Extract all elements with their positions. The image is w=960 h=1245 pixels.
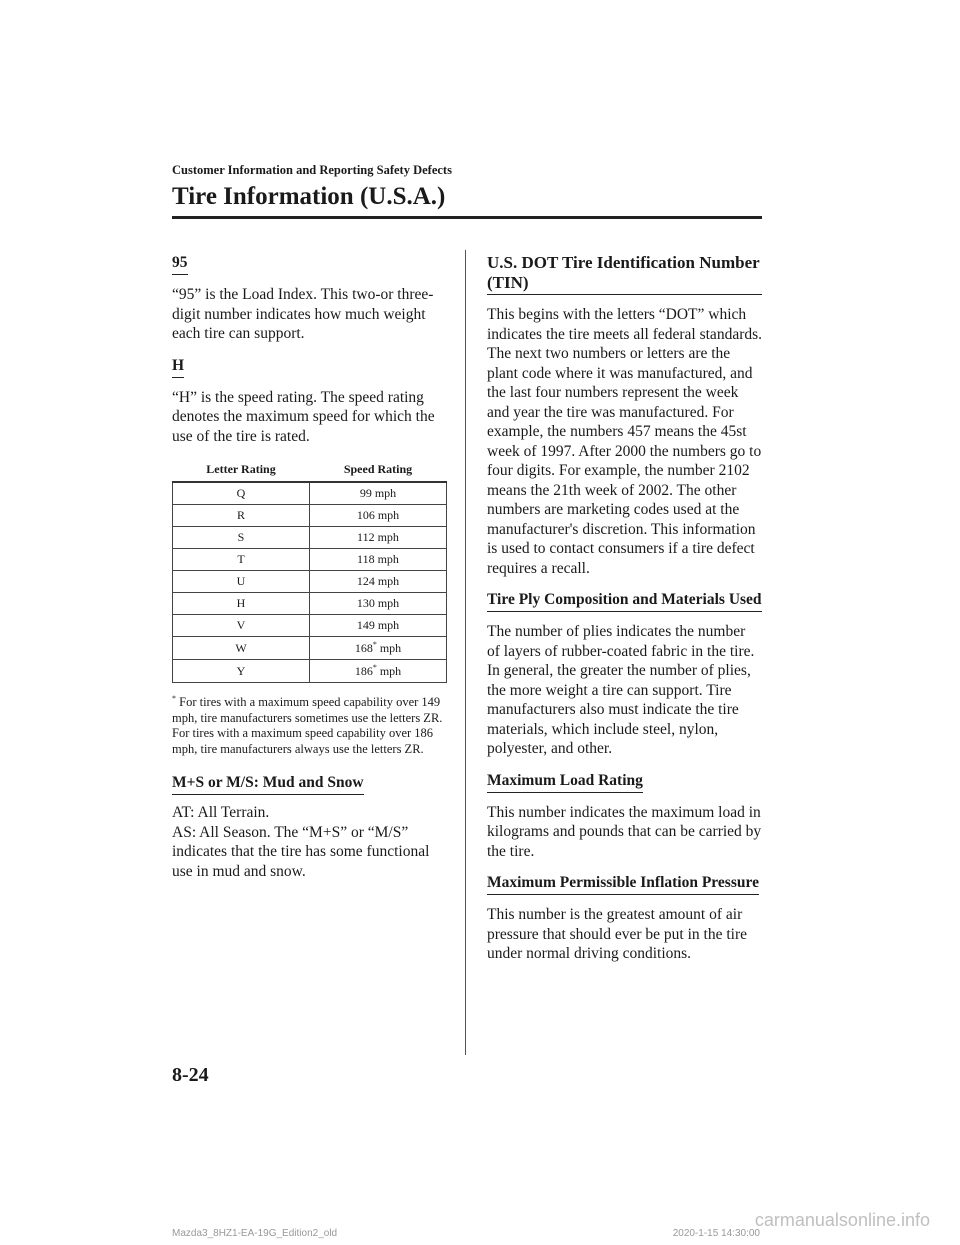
speed-rating-heading: H — [172, 356, 184, 378]
asterisk-mark: * — [172, 694, 176, 703]
mud-snow-text — [172, 803, 447, 881]
speed-unit: mph — [376, 664, 402, 678]
speed-unit: mph — [376, 641, 402, 655]
letter-cell: H — [173, 593, 310, 615]
letter-cell: R — [173, 505, 310, 527]
table-row — [173, 593, 447, 615]
left-column — [172, 253, 447, 893]
column-divider — [465, 250, 466, 1055]
letter-cell: S — [173, 527, 310, 549]
load-index-text: “95” is the Load Index. This two-or three-digit number indicates how much weight each tire can support. — [172, 286, 434, 342]
table-row — [173, 482, 447, 505]
letter-cell: T — [173, 549, 310, 571]
load-index-heading: 95 — [172, 253, 188, 275]
speed-cell: 124 mph — [310, 571, 447, 593]
speed-value: 168 — [354, 641, 373, 655]
all-season-line: AS: All Season. The “M+S” or “M/S” indicates that the tire has some functional use in mud and snow. — [172, 823, 430, 880]
page-title: Tire Information (U.S.A.) — [172, 183, 446, 210]
speed-cell — [310, 660, 447, 683]
table-row — [173, 615, 447, 637]
watermark-text: carmanualsonline.info — [754, 1210, 930, 1230]
asterisk-mark: * — [372, 640, 377, 649]
letter-cell: Y — [173, 660, 310, 683]
footer-date: 2020-1-15 14:30:00 — [672, 1228, 760, 1239]
speed-cell: 130 mph — [310, 593, 447, 615]
speed-rating-text: “H” is the speed rating. The speed rating denotes the maximum speed for which the use of the tire is rated. — [172, 388, 435, 445]
all-terrain-line: AT: All Terrain. — [172, 804, 270, 822]
speed-value: 186 — [354, 664, 373, 678]
header-rule — [172, 216, 762, 219]
table-row — [173, 527, 447, 549]
table-row — [173, 505, 447, 527]
speed-cell: 99 mph — [310, 482, 447, 505]
table-row — [173, 549, 447, 571]
table-footnote — [172, 691, 447, 757]
max-load-text: This number indicates the maximum load in kilograms and pounds that can be carried by the tire. — [487, 803, 762, 860]
speed-cell: 106 mph — [310, 505, 447, 527]
tin-text: This begins with the letters “DOT” which indicates the tire meets all federal standards. The next two numbers or letters are the plant code where it was manufactured, and the last four numbers represent the week and year the tire was manufactured. For example, the numbers 457 means the 45st week of 1997. After 2000 the numbers go to four digits. For example, the number 2102 means the 21th week of 2002. The other numbers are marketing codes used at the manufacturer's discretion. This information is used to contact consumers if a tire defect requires a recall. — [487, 306, 763, 577]
ply-text: The number of plies indicates the number of layers of rubber-coated fabric in the tire. In general, the greater the number of plies, the more weight a tire can support. Tire manufacturers also must indicate the tire materials, which include steel, nylon, polyester, and other. — [487, 623, 755, 757]
right-column — [487, 253, 762, 976]
speed-cell — [310, 637, 447, 660]
inflation-pressure-heading: Maximum Permissible Inflation Pressure — [487, 873, 759, 895]
letter-cell: Q — [173, 482, 310, 505]
letter-cell: V — [173, 615, 310, 637]
letter-cell: W — [173, 637, 310, 660]
footer-file-name: Mazda3_8HZ1-EA-19G_Edition2_old — [172, 1228, 338, 1239]
inflation-pressure-text: This number is the greatest amount of air pressure that should ever be put in the tire under normal driving conditions. — [487, 906, 747, 962]
speed-rating-table — [172, 458, 447, 683]
asterisk-mark: * — [372, 663, 377, 672]
section-heading: Customer Information and Reporting Safety Defects — [172, 163, 452, 177]
table-header-letter: Letter Rating — [173, 458, 310, 482]
speed-cell: 118 mph — [310, 549, 447, 571]
table-header-speed: Speed Rating — [310, 458, 447, 482]
mud-snow-heading: M+S or M/S: Mud and Snow — [172, 773, 364, 795]
tin-heading: U.S. DOT Tire Identification Number (TIN) — [487, 253, 762, 295]
speed-cell: 149 mph — [310, 615, 447, 637]
table-row — [173, 660, 447, 683]
speed-cell: 112 mph — [310, 527, 447, 549]
table-row — [173, 637, 447, 660]
footnote-text: For tires with a maximum speed capability over 149 mph, tire manufacturers sometimes use the letters ZR. For tires with a maximum speed capability over 186 mph, tire manufacturers always use the letters ZR. — [172, 695, 443, 756]
table-row — [173, 571, 447, 593]
page-number: 8-24 — [172, 1064, 209, 1086]
max-load-heading: Maximum Load Rating — [487, 771, 643, 793]
letter-cell: U — [173, 571, 310, 593]
ply-heading: Tire Ply Composition and Materials Used — [487, 590, 762, 612]
